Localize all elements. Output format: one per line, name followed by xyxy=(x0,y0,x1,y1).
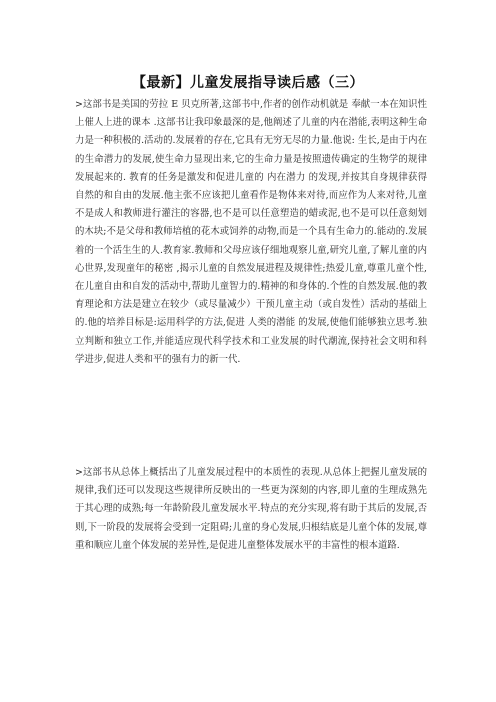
paragraph-2: >这部书从总体上概括出了儿童发展过程中的本质性的表现.从总体上把握儿童发展的规律,我们还可以发现这些规律所反映出的一些更为深刻的内容,即儿童的生理成熟先于其心理的成熟;每一年龄阶段儿童发展水平.特点的充分实现,将有助于其后的发展,否则,下一阶段的发展将会受到一定阻碍;儿童的身心发展,归根结底是儿童个体的发展,尊重和顺应儿童个体发展的差异性,是促进儿童整体发展水平的丰富性的根本道路. xyxy=(75,467,427,551)
document-title: 【最新】儿童发展指导读后感（三） xyxy=(132,75,364,91)
paragraph-1: >这部书是美国的劳拉 E 贝克所著,这部书中,作者的创作动机就是 奉献一本在知识性上催人上进的课本 .这部书让我印象最深的是,他阐述了儿童的内在潜能,表明这种生命力是一种积极的.活动的.发展着的存在,它具有无穷无尽的力量.他说: 生长,是由于内在的生命潜力的发展,使生命力显现出来,它的生命力量是按照遗传确定的生物学的规律发展起来的. 教育的任务是激发和促进儿童的 内在潜力 的发现,并按其自身规律获得自然的和自由的发展.他主张不应该把儿童看作是物体来对待,而应作为人来对待,儿童不是成人和教师进行灌注的容器,也不是可以任意塑造的蜡或泥,也不是可以任意刻划的木块;不是父母和教师培植的花木或饲养的动物,而是一个具有生命力的.能动的.发展着的一个活生生的人.教育家.教师和父母应该仔细地观察儿童,研究儿童,了解儿童的内心世界,发现童年的秘密 ,揭示儿童的自然发展进程及规律性;热爱儿童,尊重儿童个性,在儿童自由和自发的活动中,帮助儿童智力的.精神的和身体的.个性的自然发展.他的教育理论和方法是建立在较少（或尽量减少）干预儿童主动（或自发性）活动的基础上的.他的培养目标是:运用科学的方法,促进 人类的潜能 的发展,使他们能够独立思考.独立判断和独立工作,并能适应现代科学技术和工业发展的时代潮流,保持社会文明和科学进步,促进人类和平的强有力的新一代. xyxy=(75,99,427,365)
